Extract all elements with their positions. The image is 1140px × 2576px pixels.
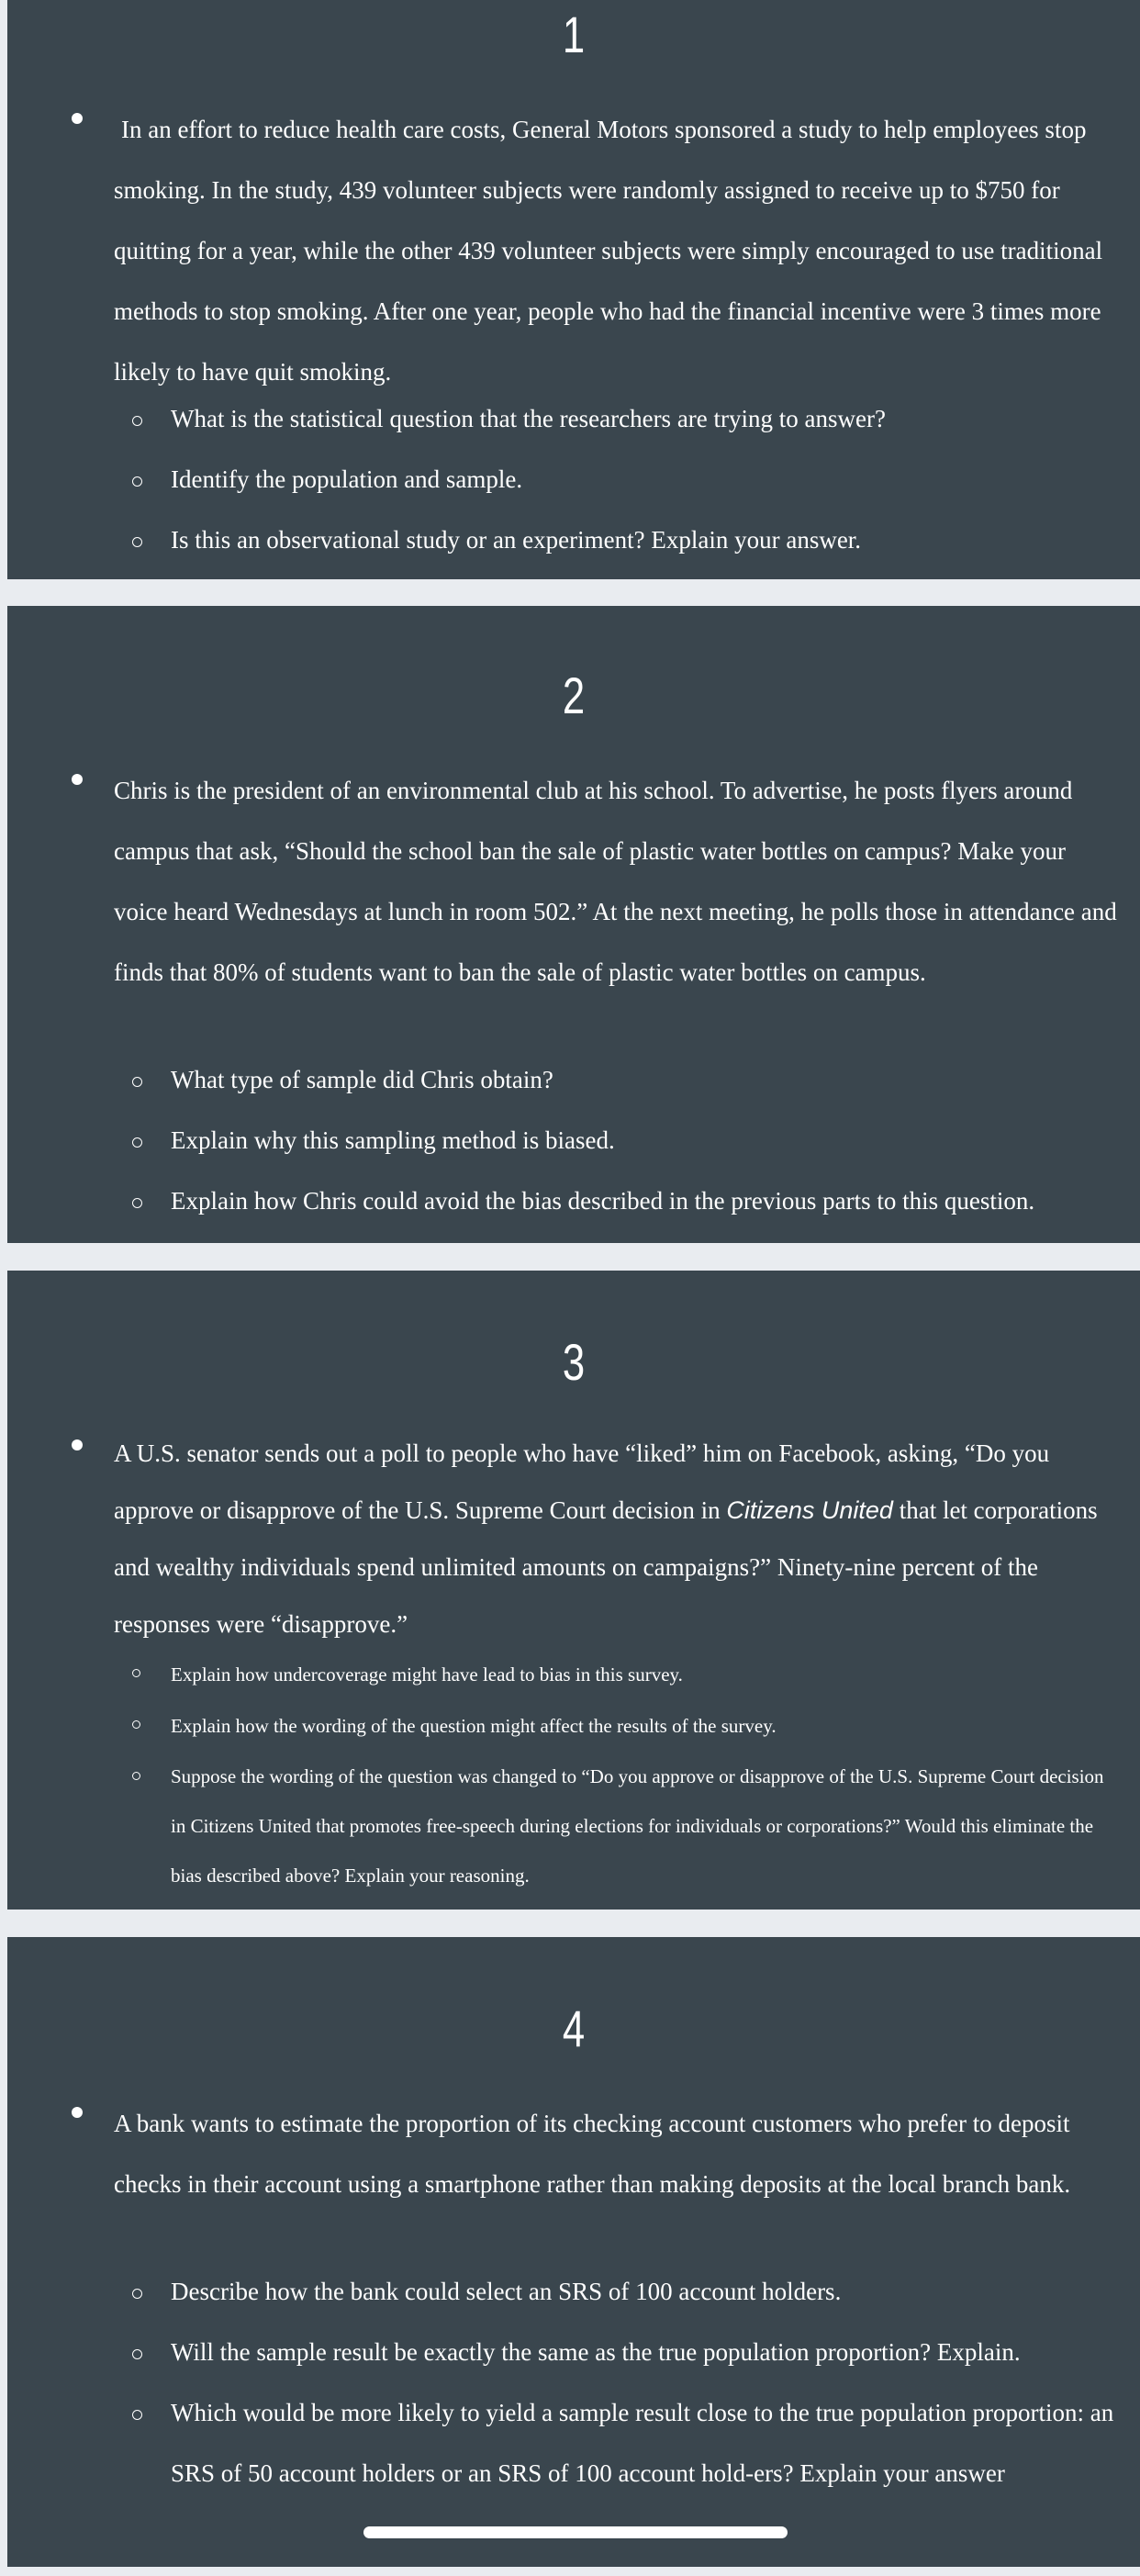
list-item xyxy=(7,520,1140,580)
bullet-icon xyxy=(72,113,83,124)
question-prompt: A bank wants to estimate the proportion of its checking account customers who prefer to deposit checks in their account using a smartphone rather than making deposits at the local branch bank. xyxy=(114,2110,1071,2198)
list-item xyxy=(7,1120,1140,1181)
circle-bullet-icon xyxy=(132,1669,140,1677)
question-part-text: Describe how the bank could select an SRS of 100 account holders. xyxy=(171,2278,842,2305)
question-part-text: What is the statistical question that the researchers are trying to answer? xyxy=(171,405,886,432)
question-card-3 xyxy=(7,1271,1140,1910)
list-item xyxy=(7,459,1140,520)
question-number: 3 xyxy=(562,1333,586,1391)
question-number: 1 xyxy=(562,6,586,63)
question-part-text: Explain why this sampling method is biased. xyxy=(171,1126,615,1154)
circle-bullet-icon xyxy=(132,1720,140,1729)
list-item xyxy=(7,1700,1140,1752)
circle-bullet-icon xyxy=(132,2410,142,2420)
question-part-text: Explain how the wording of the question might affect the results of the survey. xyxy=(171,1715,777,1737)
list-item xyxy=(7,1059,1140,1120)
question-parts xyxy=(7,1059,1140,1241)
question-part-text: Is this an observational study or an experiment? Explain your answer. xyxy=(171,526,862,554)
question-number: 4 xyxy=(562,1999,586,2057)
question-card-2 xyxy=(7,606,1140,1243)
circle-bullet-icon xyxy=(132,2289,142,2299)
circle-bullet-icon xyxy=(132,537,142,547)
list-item xyxy=(7,2271,1140,2332)
list-item xyxy=(7,1752,1140,1906)
question-card-4 xyxy=(7,1937,1140,2567)
question-part-text: What type of sample did Chris obtain? xyxy=(171,1066,553,1093)
question-card-1 xyxy=(7,0,1140,579)
home-indicator[interactable] xyxy=(363,2526,788,2538)
circle-bullet-icon xyxy=(132,476,142,487)
question-part-text: Explain how Chris could avoid the bias described in the previous parts to this question. xyxy=(171,1187,1035,1215)
prompt-text: A U.S. senator sends out a poll to people who have “liked” him on Facebook, asking, “Do you approve or disapprove of the U.S. Supreme Court decision in xyxy=(114,1439,1050,1524)
case-name: Citizens United xyxy=(726,1496,893,1524)
list-item xyxy=(7,2392,1140,2576)
question-prompt xyxy=(114,1425,1122,1652)
question-prompt: Chris is the president of an environmental club at his school. To advertise, he posts flyers around campus that ask, “Should the school ban the sale of plastic water bottles on campus? Make your voice heard Wednesdays at lunch in room 502.” At the next meeting, he polls those in attendance and finds that 80% of students want to ban the sale of plastic water bottles on campus. xyxy=(114,777,1117,986)
prompt-text: that let corporations and wealthy individuals spend unlimited amounts on campaigns?” Ninety-nine percent of the responses were “disapprove.” xyxy=(114,1496,1098,1638)
question-part-text: Explain how undercoverage might have lead to bias in this survey. xyxy=(171,1663,683,1686)
question-parts xyxy=(7,1649,1140,1906)
question-number: 2 xyxy=(562,666,586,724)
circle-bullet-icon xyxy=(132,1137,142,1148)
bullet-icon xyxy=(72,2107,83,2118)
question-part-text: Suppose the wording of the question was changed to “Do you approve or disapprove of the U.S. Supreme Court decision in Citizens United that promotes free-speech during elections for individuals or corporations?” Would this eliminate the bias described above? Explain your reasoning. xyxy=(171,1765,1104,1887)
bullet-icon xyxy=(72,1439,83,1450)
question-part-text: Identify the population and sample. xyxy=(171,465,523,493)
circle-bullet-icon xyxy=(132,2349,142,2359)
circle-bullet-icon xyxy=(132,1077,142,1087)
list-item xyxy=(7,398,1140,459)
question-parts xyxy=(7,398,1140,580)
circle-bullet-icon xyxy=(132,1772,140,1780)
question-part-text: Which would be more likely to yield a sample result close to the true population proportion: an SRS of 50 account holders or an SRS of 100 account hold-ers? Explain your answer xyxy=(171,2399,1114,2487)
circle-bullet-icon xyxy=(132,1198,142,1208)
list-item xyxy=(7,1649,1140,1700)
bullet-icon xyxy=(72,774,83,785)
list-item xyxy=(7,1181,1140,1241)
question-prompt: In an effort to reduce health care costs, General Motors sponsored a study to help employees stop smoking. In the study, 439 volunteer subjects were randomly assigned to receive up to $750 for quitting for a year, while the other 439 volunteer subjects were simply encouraged to use traditional methods to stop smoking. After one year, people who had the financial incentive were 3 times more likely to have quit smoking. xyxy=(114,116,1103,386)
circle-bullet-icon xyxy=(132,416,142,426)
question-part-text: Will the sample result be exactly the same as the true population proportion? Explain. xyxy=(171,2338,1021,2366)
